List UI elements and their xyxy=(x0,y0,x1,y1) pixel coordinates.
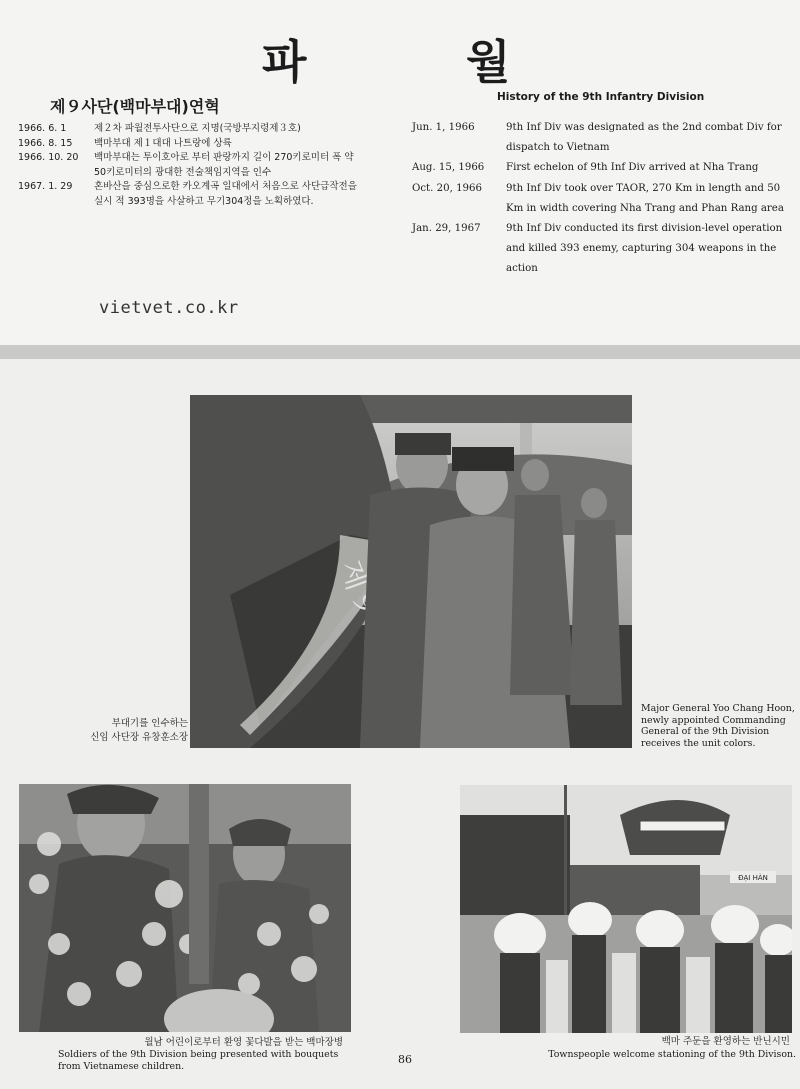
title-char-2: 월 xyxy=(466,35,512,89)
entry-text: 혼바산을 중심으로한 카오계곡 일대에서 처음으로 사단급작전을 실시 적 393명을 사살하고 무기304정을 노획하였다. xyxy=(94,181,357,207)
english-timeline xyxy=(412,118,784,280)
entry-text: 9th Inf Div conducted its first division-level operation and killed 393 enemy, capturing 304 weapons in the action xyxy=(506,223,783,275)
entry-date: Aug. 15, 1966 xyxy=(412,162,485,174)
entry-date: 1966. 6. 1 xyxy=(18,123,67,134)
timeline-entry xyxy=(18,180,368,209)
caption-line: 부대기를 인수하는 xyxy=(111,718,188,729)
photo-bouquets xyxy=(19,784,351,1032)
history-panel xyxy=(0,0,800,345)
entry-text: 9th Inf Div took over TAOR, 270 Km in length and 50 Km in width covering Nha Trang and Phan Rang area xyxy=(506,182,784,214)
banner-text: ĐẠI HÀN xyxy=(738,874,768,882)
entry-date: Oct. 20, 1966 xyxy=(412,182,482,194)
photo-3-caption-english: Townspeople welcome stationing of the 9th Divison. xyxy=(548,1049,796,1060)
timeline-entry xyxy=(18,151,368,180)
entry-text: 백마부대 제１대대 나트랑에 상륙 xyxy=(94,137,232,149)
entry-date: Jun. 1, 1966 xyxy=(412,122,475,133)
photo-1-caption-korean xyxy=(60,717,188,745)
page-number: 86 xyxy=(398,1053,412,1066)
divider xyxy=(0,345,800,359)
entry-date: 1966. 8. 15 xyxy=(18,137,73,149)
entry-date: Jan. 29, 1967 xyxy=(412,223,481,235)
korean-timeline xyxy=(18,122,368,209)
page-title xyxy=(0,26,800,89)
title-char-1: 파 xyxy=(262,35,308,89)
entry-text: 백마부대는 투이호아로 부터 판랑까지 길이 270키로미터 폭 약 50키로미터의 광대한 전술책임지역을 인수 xyxy=(94,152,354,178)
photo-2-caption-english: Soldiers of the 9th Division being presented with bouquets from Vietnamese children. xyxy=(58,1049,339,1072)
timeline-entry xyxy=(412,179,784,219)
photo-unit-colors xyxy=(190,395,632,748)
english-heading: History of the 9th Infantry Division xyxy=(497,91,705,103)
photo-townspeople xyxy=(460,785,792,1033)
watermark-link[interactable]: vietvet.co.kr xyxy=(99,298,239,318)
timeline-entry xyxy=(18,122,368,137)
photo-1-caption-english: Major General Yoo Chang Hoon, newly appointed Commanding General of the 9th Division receives the unit colors. xyxy=(641,703,795,749)
timeline-entry xyxy=(412,158,784,178)
timeline-entry xyxy=(412,219,784,280)
korean-heading: 제９사단(백마부대)연혁 xyxy=(50,97,220,116)
entry-date: 1967. 1. 29 xyxy=(18,181,73,192)
timeline-entry xyxy=(18,137,368,152)
entry-text: 9th Inf Div was designated as the 2nd combat Div for dispatch to Vietnam xyxy=(506,122,782,154)
caption-line: 신임 사단장 유창훈소장 xyxy=(90,732,188,743)
entry-text: First echelon of 9th Inf Div arrived at Nha Trang xyxy=(506,162,759,174)
entry-text: 제２차 파월전투사단으로 지명(국방부지령제３호) xyxy=(94,123,301,134)
entry-date: 1966. 10. 20 xyxy=(18,152,79,163)
photo-2-caption-korean: 월남 어린이로부터 환영 꽃다발을 받는 백마장병 xyxy=(144,1037,343,1048)
photo-3-caption-korean: 백마 주둔을 환영하는 반닌시민 xyxy=(661,1036,790,1047)
timeline-entry xyxy=(412,118,784,158)
